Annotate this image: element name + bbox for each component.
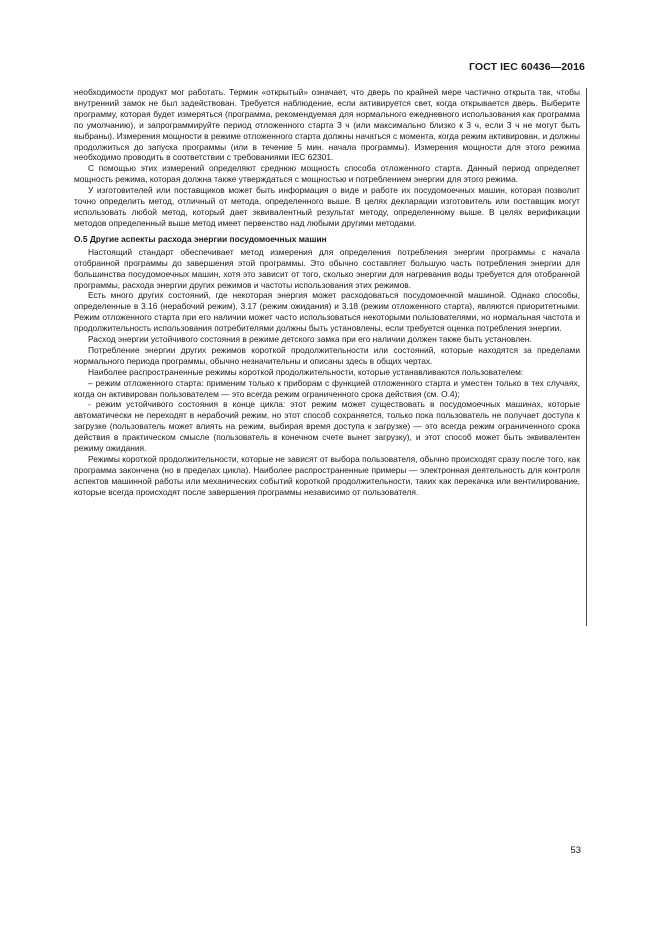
paragraph: Потребление энергии других режимов короткой продолжительности или состояний, которые находятся за пределами нормального периода программы, обычно незначительны и описаны здесь в общих чертах.	[74, 344, 580, 366]
section-heading: О.5 Другие аспекты расхода энергии посудомоечных машин	[74, 233, 327, 244]
paragraph: Режимы короткой продолжительности, которые не зависят от выбора пользователя, обычно происходят сразу после того, как программа закончена (но в пределах цикла). Наиболее распространенные примеры — электронная деятельность для контроля аспектов машинной работы или механических событий короткой продолжительности, таких как перекачка или вентилирование, которые всегда происходят после завершения программы независимо от пользователя.	[74, 454, 580, 497]
document-code: ГОСТ IEC 60436—2016	[468, 61, 585, 73]
paragraph: Наиболее распространенные режимы короткой продолжительности, которые устанавливаются пользователем:	[88, 366, 524, 377]
list-item: – режим отложенного старта: применим только к приборам с функцией отложенного старта и уместен только в тех случаях, когда он активирован пользователем — это всегда режим ограниченного срока действия (см. О.4);	[74, 377, 580, 399]
paragraph: С помощью этих измерений определяют среднюю мощность способа отложенного старта. Данный период определяет мощность режима, которая должна также утверждаться с мощностью и потреблением энергии для этого режима.	[74, 163, 580, 185]
margin-rule	[586, 88, 587, 626]
page-number: 53	[570, 845, 581, 856]
list-item: - режим устойчивого состояния в конце цикла: этот режим может существовать в посудомоечных машинах, которые автоматически не переходят в нерабочий режим, но этот способ сохраняется, только пока пользователь не получает доступа к загрузке (пользователь может влиять на режим, выбирая время доступа к загрузке) — это всегда режим ограниченного срока действия в практическом смысле (пользователь в конечном счете вынет загрузку), и этот способ может быть эквивалентен режиму ожидания.	[74, 399, 580, 454]
paragraph: Есть много других состояний, где некоторая энергия может расходоваться посудомоечной машиной. Однако способы, определенные в 3.16 (нерабочий режим), 3.17 (режим ожидания) и 3.18 (режим отложенного старта), являются приоритетными. Режим отложенного старта при его наличии может часто использоваться некоторыми пользователями, но нормальная частота и продолжительность использования потребителями должны быть установлены, если требуется оценка потребления энергии.	[74, 290, 580, 334]
page-body	[74, 87, 580, 498]
paragraph: необходимости продукт мог работать. Термин «открытый» означает, что дверь по крайней мере частично открыта так, чтобы внутренний замок не был задействован. Требуется наблюдение, если активируется свет, когда открывается дверь. Выберите программу, которая будет измеряться (программа, рекомендуемая для нормального ежедневного использования как программа по умолчанию), и запрограммируйте период отложенного старта 3 ч (или максимально близко к 3 ч, если 3 ч не могут быть выбраны). Измерения мощности в режиме отложенного старта должны начаться с момента, когда режим активирован, и должны продолжиться до запуска программы (или в течение 5 мин. начала программы). Измерения мощности для этого режима необходимо проводить в соответствии с требованиями IEC 62301.	[74, 87, 580, 163]
paragraph: У изготовителей или поставщиков может быть информация о виде и работе их посудомоечных машин, которая позволит точно определить метод, отличный от метода, определенного выше. В целях декларации изготовитель или поставщик могут использовать любой метод, который дает эквивалентный результат методу, определенному выше. В целях верификации методов определенный выше метод имеет первенство над любыми другими методами.	[74, 185, 580, 228]
paragraph: Настоящий стандарт обеспечивает метод измерения для определения потребления энергии программы с начала отобранной программы до завершения этой программы. Это обычно составляет большую часть потребления энергии для большинства посудомоечных машин, хотя это зависит от того, сколько энергии для нагревания воды требуется для отобранной программы, расхода энергии других режимов и частоты использования этих режимов.	[74, 246, 580, 290]
paragraph: Расход энергии устойчивого состояния в режиме детского замка при его наличии должен также быть установлен.	[88, 334, 532, 345]
